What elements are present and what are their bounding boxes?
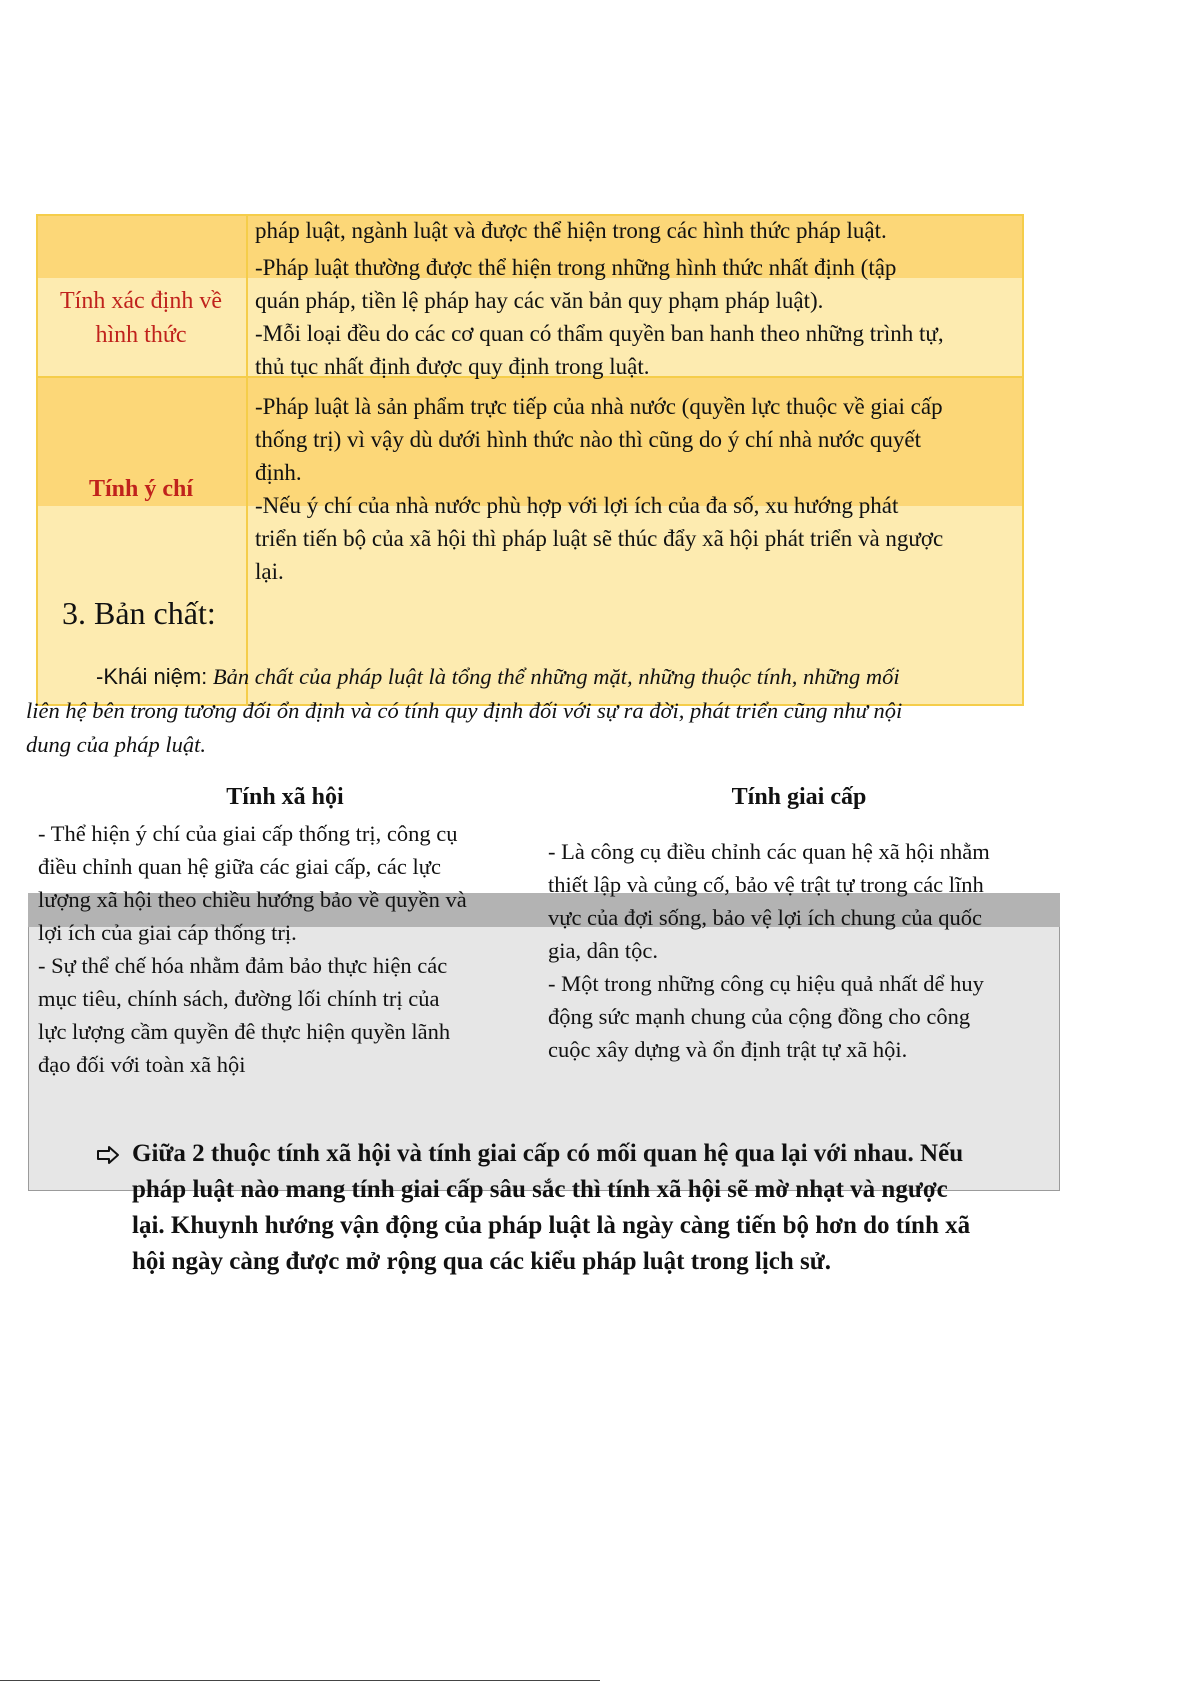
- class-line: gia, dân tộc.: [548, 938, 658, 963]
- class-line: - Là công cụ điều chỉnh các quan hệ xã hội nhằm: [548, 839, 990, 864]
- social-line: lượng xã hội theo chiều hướng bảo về quyền và: [38, 887, 467, 912]
- section-heading: 3. Bản chất:: [62, 595, 216, 631]
- class-line: vực của đợi sống, bảo vệ lợi ích chung của quốc: [548, 905, 982, 930]
- conclusion-paragraph: [132, 1136, 970, 1280]
- social-line: - Thể hiện ý chí của giai cấp thống trị, công cụ: [38, 821, 458, 846]
- row-will-line: thống trị) vì vậy dù dưới hình thức nào thì cũng do ý chí nhà nước quyết: [255, 427, 922, 452]
- column-title-social: Tính xã hội: [226, 784, 344, 810]
- column-title-class: Tính giai cấp: [731, 784, 867, 810]
- social-line: điều chỉnh quan hệ giữa các giai cấp, các lực: [38, 854, 441, 879]
- footer-rule: [0, 1680, 600, 1681]
- social-column: [38, 817, 467, 1081]
- row-form-line: pháp luật, ngành luật và được thể hiện trong các hình thức pháp luật.: [255, 218, 887, 243]
- concept-line: liên hệ bên trong tương đối ổn định và có tính quy định đối với sự ra đời, phát triển cũng như nội: [26, 698, 903, 723]
- class-line: cuộc xây dựng và ổn định trật tự xã hội.: [548, 1037, 908, 1062]
- social-line: lợi ích của giai cáp thống trị.: [38, 920, 297, 945]
- row-label-form-line-2: hình thức: [95, 322, 187, 348]
- class-line: thiết lập và củng cố, bảo vệ trật tự trong các lĩnh: [548, 872, 984, 897]
- social-line: đạo đối với toàn xã hội: [38, 1052, 246, 1077]
- concept-paragraph: [26, 660, 902, 762]
- row-label-will: Tính ý chí: [88, 476, 194, 502]
- social-line: - Sự thể chế hóa nhằm đảm bảo thực hiện các: [38, 953, 448, 978]
- row-will-line: -Nếu ý chí của nhà nước phù hợp với lợi ích của đa số, xu hướng phát: [255, 493, 899, 518]
- concept-label: -Khái niệm:: [96, 664, 208, 689]
- concept-line: dung của pháp luật.: [26, 732, 206, 757]
- row-label-form: [36, 284, 246, 352]
- row-form-line: -Mỗi loại đều do các cơ quan có thẩm quyền ban hanh theo những trình tự,: [255, 321, 944, 346]
- row-form-line: quán pháp, tiền lệ pháp hay các văn bản quy phạm pháp luật).: [255, 288, 824, 313]
- conclusion-line: pháp luật nào mang tính giai cấp sâu sắc thì tính xã hội sẽ mờ nhạt và ngược: [132, 1176, 948, 1203]
- row-will-content: [255, 390, 943, 588]
- row-form-line: thủ tục nhất định được quy định trong luật.: [255, 354, 650, 379]
- class-line: động sức mạnh chung của cộng đồng cho công: [548, 1004, 971, 1029]
- table-column-divider: [246, 214, 248, 706]
- row-label-form-line-1: Tính xác định về: [60, 288, 222, 314]
- row-will-line: lại.: [255, 559, 284, 584]
- class-line: - Một trong những công cụ hiệu quả nhất dể huy: [548, 971, 984, 996]
- row-will-line: định.: [255, 460, 302, 485]
- social-line: mục tiêu, chính sách, đường lối chính trị của: [38, 986, 440, 1011]
- arrow-right-outline-icon: [96, 1136, 120, 1172]
- conclusion-line: lại. Khuynh hướng vận động của pháp luật là ngày càng tiến bộ hơn do tính xã: [132, 1212, 971, 1239]
- conclusion-line: Giữa 2 thuộc tính xã hội và tính giai cấp có mối quan hệ qua lại với nhau. Nếu: [132, 1140, 964, 1167]
- row-will-line: -Pháp luật là sản phẩm trực tiếp của nhà nước (quyền lực thuộc về giai cấp: [255, 394, 943, 419]
- row-will-line: triển tiến bộ của xã hội thì pháp luật sẽ thúc đẩy xã hội phát triển và ngược: [255, 526, 944, 551]
- conclusion-line: hội ngày càng được mở rộng qua các kiểu pháp luật trong lịch sử.: [132, 1248, 831, 1275]
- concept-line: Bản chất của pháp luật là tổng thể những mặt, những thuộc tính, những mối: [212, 664, 900, 689]
- row-form-line: -Pháp luật thường được thể hiện trong những hình thức nhất định (tập: [255, 255, 897, 280]
- row-form-content: [255, 214, 944, 383]
- class-column: [548, 835, 990, 1066]
- social-line: lực lượng cầm quyền đê thực hiện quyền lãnh: [38, 1019, 451, 1044]
